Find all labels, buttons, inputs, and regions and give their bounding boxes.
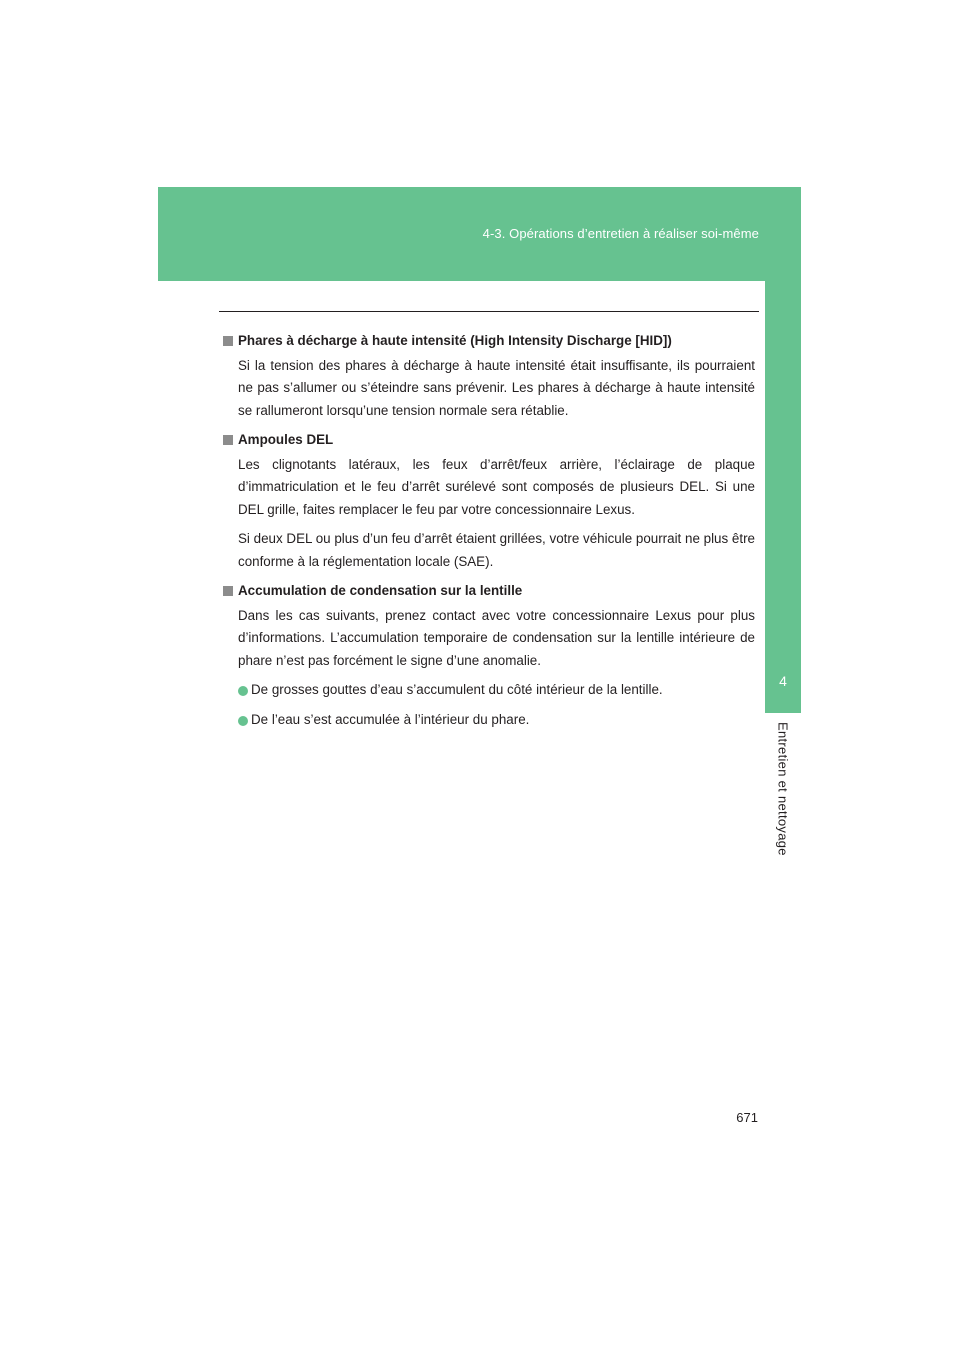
circle-bullet-icon xyxy=(238,716,248,726)
chapter-side-label xyxy=(768,722,798,862)
section-condensation xyxy=(223,580,755,731)
chapter-side-tab xyxy=(765,281,801,713)
paragraph: Dans les cas suivants, prenez contact avec votre concessionnaire Lexus pour plus d’informations. L’accumulation temporaire de condensation sur la lentille intérieure de phare n’est pas forcément le signe d’une anomalie. xyxy=(238,607,755,668)
section-heading: Phares à décharge à haute intensité (High Intensity Discharge [HID]) xyxy=(223,330,755,353)
square-bullet-icon xyxy=(223,336,233,346)
section-heading: Accumulation de condensation sur la lentille xyxy=(223,580,755,603)
chapter-header-band xyxy=(158,187,801,281)
list-item: De l’eau s’est accumulée à l’intérieur du phare. xyxy=(238,709,755,732)
chapter-side-label-text: Entretien et nettoyage xyxy=(775,722,791,856)
chapter-title: 4-3. Opérations d’entretien à réaliser soi-même xyxy=(482,226,759,241)
list-item: De grosses gouttes d’eau s’accumulent du côté intérieur de la lentille. xyxy=(238,679,755,702)
top-rule xyxy=(219,311,759,312)
paragraph: Les clignotants latéraux, les feux d’arrêt/feux arrière, l’éclairage de plaque d’immatriculation et le feu d’arrêt surélevé sont composés de plusieurs DEL. Si une DEL grille, faites remplacer le feu par votre concessionnaire Lexus. xyxy=(238,456,755,517)
page-content xyxy=(223,330,755,738)
paragraph: Si deux DEL ou plus d’un feu d’arrêt étaient grillées, votre véhicule pourrait ne plus être conforme à la réglementation locale (SAE). xyxy=(238,531,755,569)
page-number: 671 xyxy=(736,1110,758,1125)
section-hid xyxy=(223,330,755,422)
circle-bullet-icon xyxy=(238,686,248,696)
section-heading: Ampoules DEL xyxy=(223,429,755,452)
square-bullet-icon xyxy=(223,435,233,445)
chapter-number: 4 xyxy=(779,673,787,689)
paragraph: Si la tension des phares à décharge à haute intensité était insuffisante, ils pourraient ne pas s’allumer ou s’éteindre sans prévenir. Les phares à décharge à haute intensité se rallumeront lorsqu’une tension normale sera rétablie. xyxy=(238,357,755,418)
square-bullet-icon xyxy=(223,586,233,596)
section-led xyxy=(223,429,755,573)
